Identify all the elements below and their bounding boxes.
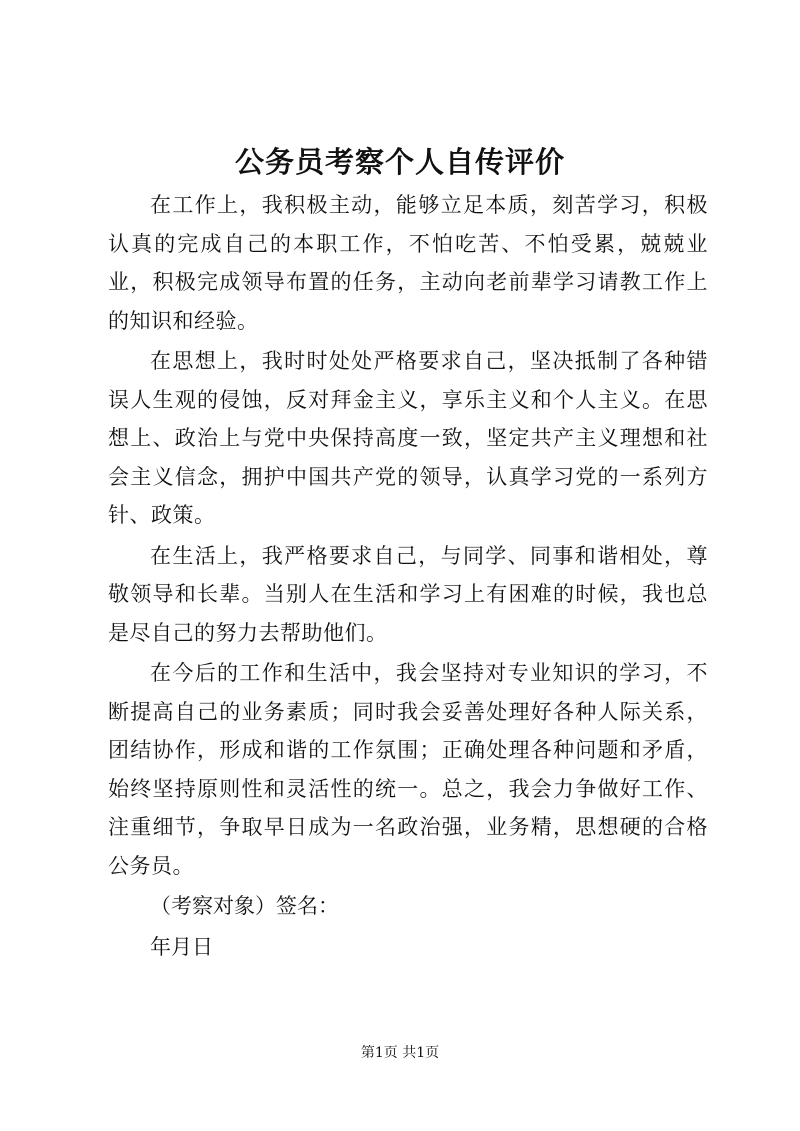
- paragraph-ideology: 在思想上，我时时处处严格要求自己，坚决抵制了各种错误人生观的侵蚀，反对拜金主义，享乐主义和个人主义。在思想上、政治上与党中央保持高度一致，坚定共产主义理想和社会主义信念，拥护中国共产党的领导，认真学习党的一系列方针、政策。: [108, 349, 708, 527]
- date-label: 年月日: [150, 934, 213, 959]
- document-body: [108, 186, 708, 966]
- paragraph-life: 在生活上，我严格要求自己，与同学、同事和谐相处，尊敬领导和长辈。当别人在生活和学习上有困难的时候，我也总是尽自己的努力去帮助他们。: [108, 543, 708, 645]
- page-footer: 第1页 共1页: [360, 1045, 440, 1061]
- paragraph-future: 在今后的工作和生活中，我会坚持对专业知识的学习，不断提高自己的业务素质；同时我会妥善处理好各种人际关系，团结协作，形成和谐的工作氛围；正确处理各种问题和矛盾，始终坚持原则性和灵活性的统一。总之，我会力争做好工作、注重细节，争取早日成为一名政治强，业务精，思想硬的合格公务员。: [108, 661, 708, 878]
- paragraph-work: 在工作上，我积极主动，能够立足本质，刻苦学习，积极认真的完成自己的本职工作，不怕吃苦、不怕受累，兢兢业业，积极完成领导布置的任务，主动向老前辈学习请教工作上的知识和经验。: [108, 193, 708, 333]
- signature-label: （考察对象）签名：: [150, 894, 339, 918]
- document-title: 公务员考察个人自传评价: [234, 145, 565, 179]
